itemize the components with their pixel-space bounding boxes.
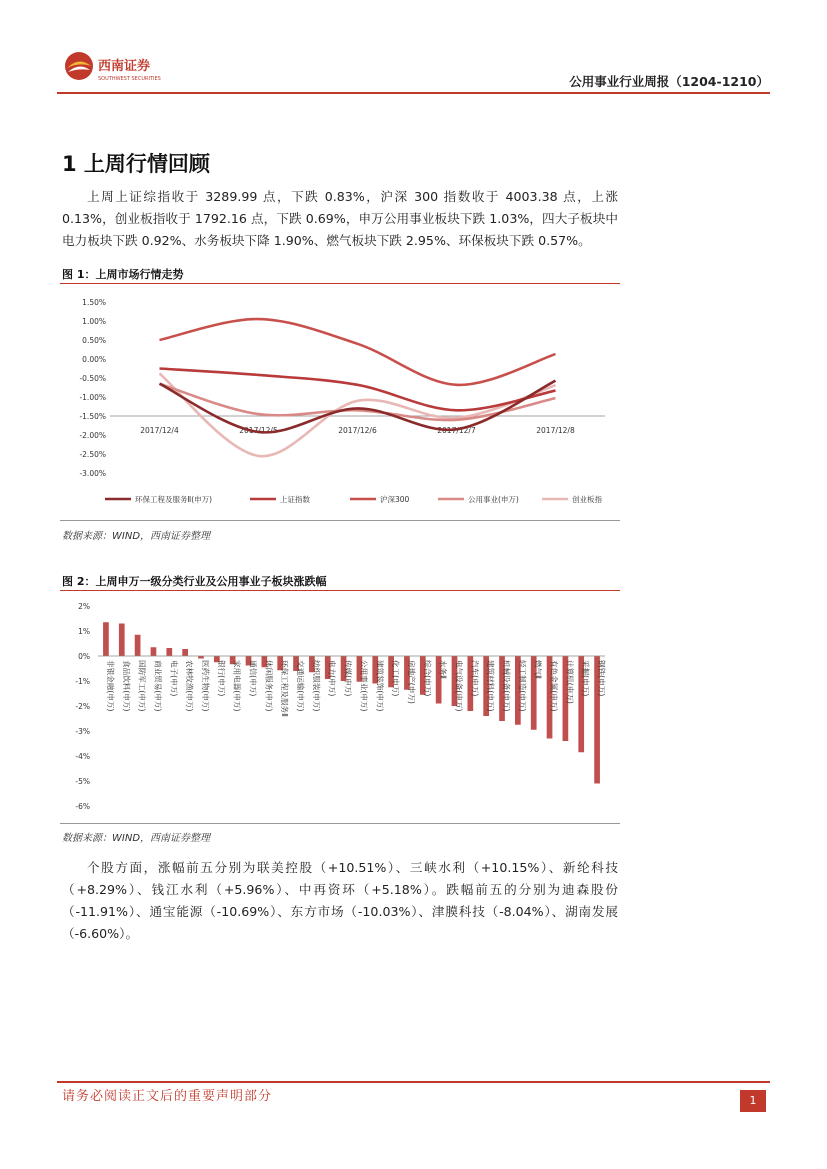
y-tick-label: -1% [75,677,90,686]
x-tick-label: 商业贸易(申万) [153,660,163,712]
x-tick-label: 计算机(申万) [565,660,575,704]
x-tick-label: 传媒(申万) [343,660,353,697]
x-tick-label: 纺织服装(申万) [311,660,321,712]
page-number: 1 [740,1090,766,1112]
x-tick-label: 银行(申万) [216,660,226,697]
x-tick-label: 有色金属(申万) [549,660,559,712]
figure1-bottom-rule [60,520,620,521]
x-tick-label: 通信(申万) [248,660,258,697]
legend-label: 上证指数 [280,495,310,504]
x-tick-label: 国防军工(申万) [137,660,147,712]
x-tick-label: 家用电器(申万) [232,660,242,712]
x-tick-label: 2017/12/5 [239,426,278,435]
legend-label: 环保工程及服务Ⅱ(申万) [135,495,213,504]
x-tick-label: 公用事业(申万) [359,660,369,712]
x-tick-label: 机械设备(申万) [502,660,512,712]
footer-divider [57,1081,770,1083]
footer-disclaimer: 请务必阅读正文后的重要声明部分 [62,1089,273,1104]
x-tick-label: 农林牧渔(申万) [185,660,195,712]
x-tick-label: 交通运输(申万) [296,660,306,712]
x-tick-label: 2017/12/7 [437,426,476,435]
x-tick-label: 汽车(申万) [470,660,480,697]
x-tick-label: 电气设备(申万) [454,660,464,712]
x-tick-label: 建筑材料(申万) [486,660,496,712]
figure1-source: 数据来源：WIND，西南证券整理 [62,531,211,542]
y-tick-label: 1.50% [82,298,106,307]
logo-text: 西南证券 [98,59,151,74]
x-tick-label: 房地产(申万) [406,660,416,704]
legend-label: 创业板指 [572,495,602,504]
bar [119,624,125,657]
x-tick-label: 非银金融(申万) [105,660,115,712]
bar [166,648,172,656]
company-logo [62,48,172,88]
bar [103,622,109,656]
bar [135,635,141,656]
x-tick-label: 环保工程及服务Ⅱ [280,660,290,717]
y-tick-label: -6% [75,802,90,811]
legend-label: 沪深300 [380,495,410,504]
logo-subtext: SOUTHWEST SECURITIES [98,76,161,82]
x-tick-label: 电力(申万) [327,660,337,697]
y-tick-label: -4% [75,752,90,761]
y-tick-label: -1.50% [79,412,106,421]
legend-label: 公用事业(申万) [468,495,519,504]
bar [182,649,188,656]
y-tick-label: -2.50% [79,450,106,459]
stocks-paragraph: 个股方面，涨幅前五分别为联美控股（+10.51%）、三峡水利（+10.15%）、新纶科技（+8.29%）、钱江水利（+5.96%）、中再资环（+5.18%）。跌幅前五的分别为迪森股份（-11.91%）、通宝能源（-10.69%）、东方市场（-10.03%）、津膜科技（-8.04%）、湖南发展（-6.60%）。 [62,860,618,941]
header-divider [57,92,770,94]
x-tick-label: 休闲服务(申万) [264,660,274,712]
y-tick-label: 2% [78,602,90,611]
figure2-source: 数据来源：WIND，西南证券整理 [62,833,211,844]
y-tick-label: -2% [75,702,90,711]
x-tick-label: 综合(申万) [422,660,432,697]
figure1-top-rule [60,283,620,284]
series-line [160,319,556,385]
x-tick-label: 燃气Ⅱ [533,660,543,679]
x-tick-label: 建筑装饰(申万) [375,660,385,712]
y-tick-label: -0.50% [79,374,106,383]
y-tick-label: -1.00% [79,393,106,402]
y-tick-label: 0.00% [82,355,106,364]
x-tick-label: 采掘(申万) [581,660,591,697]
figure2-title: 图 2：上周申万一级分类行业及公用事业子板块涨跌幅 [62,575,327,588]
x-tick-label: 轻工制造(申万) [517,660,527,712]
x-tick-label: 2017/12/8 [536,426,575,435]
x-tick-label: 化工(申万) [391,660,401,697]
report-title: 公用事业行业周报（1204-1210） [569,74,769,89]
x-tick-label: 电子(申万) [169,660,179,697]
figure2-top-rule [60,590,620,591]
y-tick-label: 1% [78,627,90,636]
x-tick-label: 食品饮料(申万) [121,660,131,712]
y-tick-label: 0% [78,652,90,661]
industry-change-bar-chart [60,593,620,821]
market-summary-paragraph: 上周上证综指收于 3289.99 点，下跌 0.83%，沪深 300 指数收于 4003.38 点，上涨 0.13%，创业板指收于 1792.16 点，下跌 0.69%，申万公用事业板块下跌 1.03%，四大子板块中电力板块下跌 0.92%、水务板块下降 1.90%、燃气板块下跌 2.95%、环保板块下跌 0.57%。 [62,189,618,248]
y-tick-label: -2.00% [79,431,106,440]
x-tick-label: 钢铁(申万) [597,660,607,697]
y-tick-label: -3.00% [79,469,106,478]
figure1-title: 图 1：上周市场行情走势 [62,268,184,281]
market-trend-line-chart [60,286,620,518]
x-tick-label: 水务Ⅱ [438,660,448,679]
figure2-bottom-rule [60,823,620,824]
y-tick-label: -5% [75,777,90,786]
section-title: 1 上周行情回顾 [62,152,210,176]
y-tick-label: 0.50% [82,336,106,345]
bar [151,647,157,656]
x-tick-label: 医药生物(申万) [200,660,210,712]
x-tick-label: 2017/12/4 [140,426,179,435]
x-tick-label: 2017/12/6 [338,426,377,435]
y-tick-label: -3% [75,727,90,736]
y-tick-label: 1.00% [82,317,106,326]
